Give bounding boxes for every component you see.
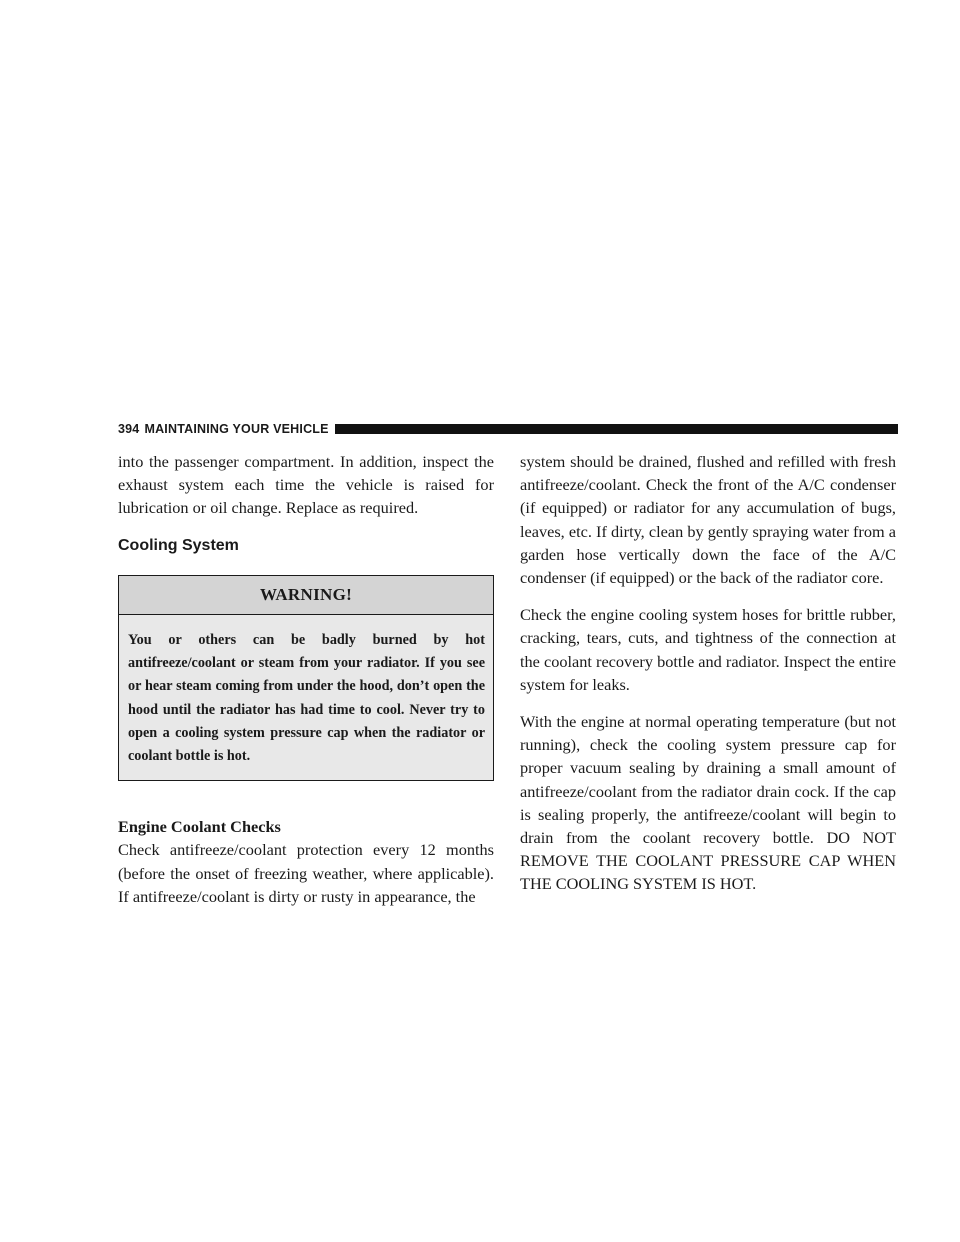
coolant-paragraph: Check antifreeze/coolant protection every 12 months (before the onset of freezing weather, where applicable). If antifreeze/coolant is dirty or rusty in appearance, the xyxy=(118,840,494,906)
hoses-paragraph: Check the engine cooling system hoses for brittle rubber, cracking, tears, cuts, and tightness of the connection at the coolant recovery bottle and radiator. Inspect the entire system for leaks. xyxy=(520,605,896,694)
right-column xyxy=(520,450,896,910)
header-rule xyxy=(335,424,898,434)
warning-title: WARNING! xyxy=(119,576,493,615)
warning-text: You or others can be badly burned by hot antifreeze/coolant or steam from your radiator. If you see or hear steam coming from under the hood, don’t open the hood until the radiator has had time to cool. Never try to open a cooling system pressure cap when the radiator or coolant bottle is hot. xyxy=(119,615,493,780)
page-number: 394 xyxy=(118,422,140,436)
section-title: MAINTAINING YOUR VEHICLE xyxy=(144,422,329,436)
cooling-system-heading: Cooling System xyxy=(118,536,239,554)
page-header xyxy=(118,421,898,437)
flush-paragraph: system should be drained, flushed and refilled with fresh antifreeze/coolant. Check the front of the A/C condenser (if equipped) or radiator for any accumulation of bugs, leaves, etc. If dirty, clean by gently spraying water from a garden hose vertically down the face of the A/C condenser (if equipped) or the back of the radiator core. xyxy=(520,452,896,588)
left-column xyxy=(118,450,494,908)
pressure-cap-paragraph: With the engine at normal operating temperature (but not running), check the cooling system pressure cap for proper vacuum sealing by draining a small amount of antifreeze/coolant from the radiator drain cock. If the cap is sealing properly, the antifreeze/coolant will begin to drain from the coolant recovery bottle. DO NOT REMOVE THE COOLANT PRESSURE CAP WHEN THE COOLING SYSTEM IS HOT. xyxy=(520,712,896,894)
intro-paragraph: into the passenger compartment. In addition, inspect the exhaust system each time the vehicle is raised for lubrication or oil change. Replace as required. xyxy=(118,452,494,518)
engine-coolant-checks-heading: Engine Coolant Checks xyxy=(118,817,281,837)
warning-box xyxy=(118,575,494,781)
